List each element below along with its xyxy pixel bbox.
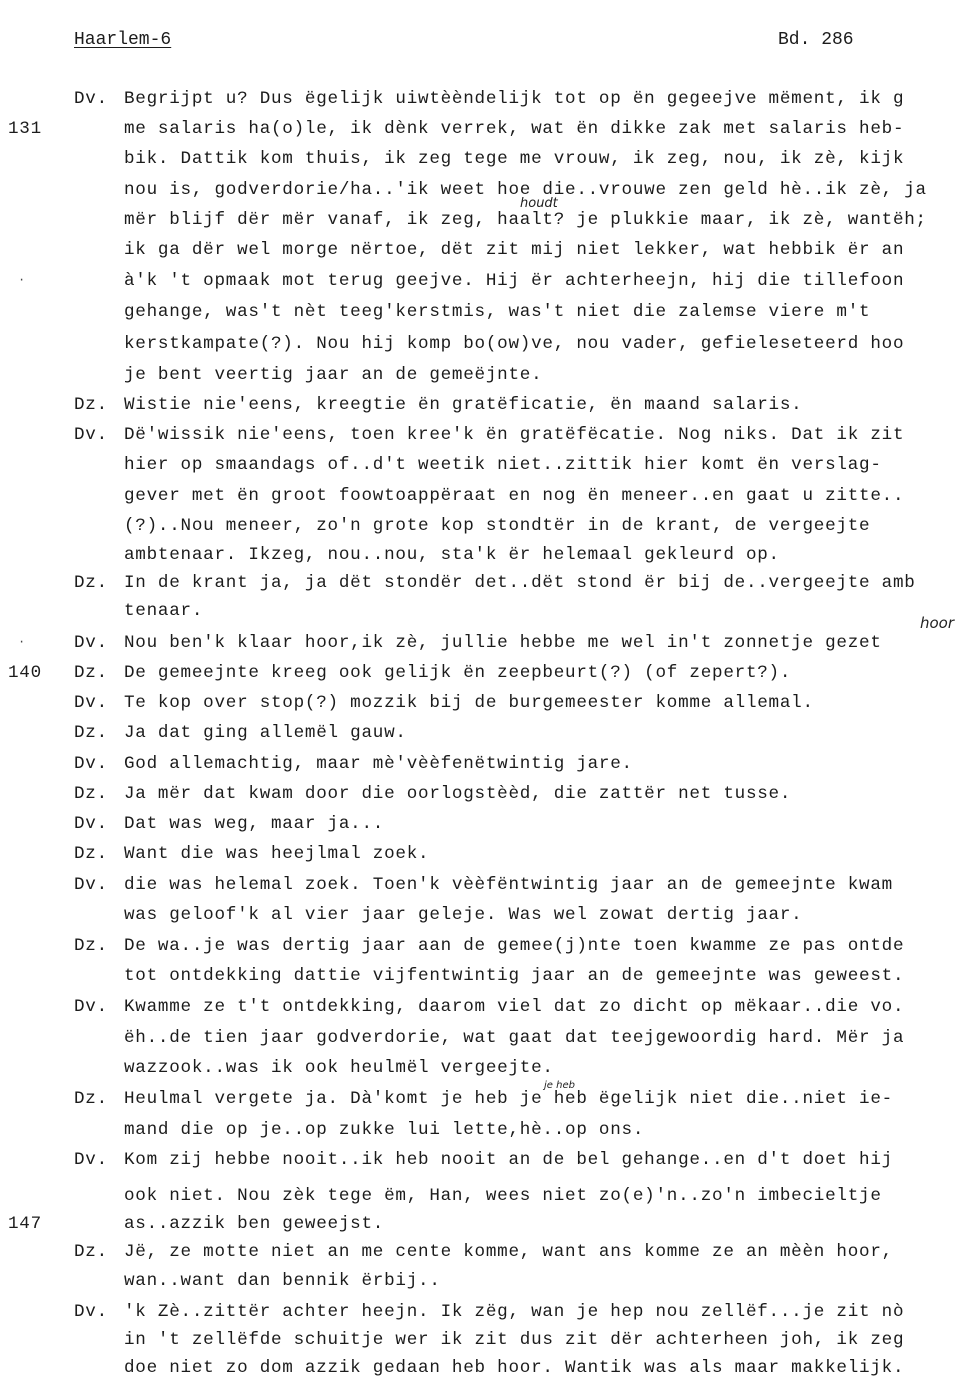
line-text: wan..want dan bennik ërbij.. <box>124 1271 441 1291</box>
line-number: 131 <box>8 119 42 139</box>
speaker-label: Dz. <box>74 663 108 683</box>
transcript-line <box>0 936 973 966</box>
line-text: In de krant ja, ja dët stondër det..dët stond ër bij de..vergeejte amb <box>124 573 916 593</box>
line-text: hier op smaandags of..d't weetik niet..zittik hier komt ën verslag- <box>124 455 882 475</box>
transcript-line <box>0 1089 973 1119</box>
speaker-label: Dz. <box>74 844 108 864</box>
line-text: Dë'wissik nie'eens, toen kree'k ën gratëfëcatie. Nog niks. Dat ik zit <box>124 425 905 445</box>
transcript-line <box>0 365 973 395</box>
transcript-line <box>0 149 973 179</box>
speaker-label: Dv. <box>74 693 108 713</box>
speaker-label: Dz. <box>74 573 108 593</box>
line-text: Jë, ze motte niet an me cente komme, want ans komme ze an mèèn hoor, <box>124 1242 893 1262</box>
line-text: in 't zellëfde schuitje wer ik zit dus zit dër achterheen joh, ik zeg <box>124 1330 905 1350</box>
line-text: Ja mër dat kwam door die oorlogstèèd, die zattër net tusse. <box>124 784 792 804</box>
transcript-line <box>0 723 973 753</box>
line-text: je bent veertig jaar an de gemeëjnte. <box>124 365 543 385</box>
line-text: bik. Dattik kom thuis, ik zeg tege me vrouw, ik zeg, nou, ik zè, kijk <box>124 149 905 169</box>
transcript-line <box>0 1028 973 1058</box>
document-title: Haarlem-6 <box>74 30 172 50</box>
transcript-line <box>0 89 973 119</box>
line-text: à'k 't opmaak mot terug geejve. Hij ër achterheejn, hij die tillefoon <box>124 271 905 291</box>
line-text: ëh..de tien jaar godverdorie, wat gaat dat teejgewoordig hard. Mër ja <box>124 1028 905 1048</box>
speaker-label: Dv. <box>74 1302 108 1322</box>
transcript-line <box>0 814 973 844</box>
transcript-line <box>0 1302 973 1332</box>
transcript-line <box>0 754 973 784</box>
speaker-label: Dv. <box>74 425 108 445</box>
line-text: tenaar. <box>124 601 204 621</box>
line-number: 147 <box>8 1214 42 1234</box>
line-text: gehange, was't nèt teeg'kerstmis, was't niet die zalemse viere m't <box>124 302 871 322</box>
handwritten-annotation: je heb <box>544 1080 575 1091</box>
line-text: ik ga dër wel morge nërtoe, dët zit mij niet lekker, wat hebbik ër an <box>124 240 905 260</box>
line-text: De wa..je was dertig jaar aan de gemee(j)nte toen kwamme ze pas ontde <box>124 936 905 956</box>
line-text: mand die op je..op zukke lui lette,hè..op ons. <box>124 1120 645 1140</box>
handwritten-annotation: hoor <box>920 614 955 632</box>
transcript-line <box>0 1150 973 1180</box>
line-text: God allemachtig, maar mè'vèèfenëtwintig jare. <box>124 754 633 774</box>
margin-mark: · <box>18 635 26 649</box>
line-text: Wistie nie'eens, kreegtie ën gratëficatie, ën maand salaris. <box>124 395 803 415</box>
transcript-line <box>0 1242 973 1272</box>
transcript-line <box>0 1330 973 1360</box>
transcript-line <box>0 1120 973 1150</box>
transcript-line <box>0 119 973 149</box>
transcript-line <box>0 271 973 301</box>
line-text: Want die was heejlmal zoek. <box>124 844 430 864</box>
transcript-line <box>0 573 973 603</box>
speaker-label: Dz. <box>74 936 108 956</box>
page-reference: Bd. 286 <box>778 30 854 50</box>
line-text: Ja dat ging allemël gauw. <box>124 723 407 743</box>
line-text: De gemeejnte kreeg ook gelijk ën zeepbeurt(?) (of zepert?). <box>124 663 792 683</box>
transcript-line <box>0 302 973 332</box>
transcript-line <box>0 663 973 693</box>
line-text: as..azzik ben geweejst. <box>124 1214 385 1234</box>
transcript-line <box>0 997 973 1027</box>
margin-mark: · <box>18 273 26 287</box>
speaker-label: Dz. <box>74 723 108 743</box>
speaker-label: Dv. <box>74 754 108 774</box>
line-text: Te kop over stop(?) mozzik bij de burgemeester komme allemal. <box>124 693 814 713</box>
transcript-line <box>0 784 973 814</box>
transcript-line <box>0 1186 973 1216</box>
speaker-label: Dv. <box>74 814 108 834</box>
speaker-label: Dz. <box>74 1089 108 1109</box>
transcript-line <box>0 875 973 905</box>
line-text: ambtenaar. Ikzeg, nou..nou, sta'k ër helemaal gekleurd op. <box>124 545 780 565</box>
speaker-label: Dz. <box>74 1242 108 1262</box>
transcript-line <box>0 633 973 663</box>
transcript-line <box>0 455 973 485</box>
speaker-label: Dz. <box>74 395 108 415</box>
line-text: Kwamme ze t't ontdekking, daarom viel dat zo dicht op mëkaar..die vo. <box>124 997 905 1017</box>
speaker-label: Dv. <box>74 997 108 1017</box>
transcript-line <box>0 210 973 240</box>
transcript-line <box>0 601 973 631</box>
handwritten-annotation: houdt <box>520 196 558 211</box>
transcript-line <box>0 844 973 874</box>
line-text: tot ontdekking dattie vijfentwintig jaar an de gemeejnte was geweest. <box>124 966 905 986</box>
transcript-line <box>0 1358 973 1385</box>
transcript-line <box>0 516 973 546</box>
line-text: gever met ën groot foowtoappëraat en nog ën meneer..en gaat u zitte.. <box>124 486 905 506</box>
transcript-line <box>0 1214 973 1244</box>
speaker-label: Dz. <box>74 784 108 804</box>
line-number: 140 <box>8 663 42 683</box>
line-text: was geloof'k al vier jaar geleje. Was wel zowat dertig jaar. <box>124 905 803 925</box>
transcript-line <box>0 966 973 996</box>
transcript-line <box>0 1058 973 1088</box>
line-text: wazzook..was ik ook heulmël vergeejte. <box>124 1058 554 1078</box>
transcript-line <box>0 425 973 455</box>
line-text: die was helemal zoek. Toen'k vèèfëntwintig jaar an de gemeejnte kwam <box>124 875 893 895</box>
line-text: mër blijf dër mër vanaf, ik zeg, haalt? je plukkie maar, ik zè, wantëh; <box>124 210 927 230</box>
transcript-line <box>0 240 973 270</box>
transcript-line <box>0 905 973 935</box>
speaker-label: Dv. <box>74 633 108 653</box>
transcript-line <box>0 1271 973 1301</box>
line-text: Begrijpt u? Dus ëgelijk uiwtèèndelijk tot op ën gegeejve mëment, ik g <box>124 89 905 109</box>
line-text: (?)..Nou meneer, zo'n grote kop stondtër in de krant, de vergeejte <box>124 516 871 536</box>
transcript-line <box>0 180 973 210</box>
speaker-label: Dv. <box>74 89 108 109</box>
transcript-line <box>0 334 973 364</box>
line-text: Heulmal vergete ja. Dà'komt je heb je heb ëgelijk niet die..niet ie- <box>124 1089 893 1109</box>
transcript-line <box>0 693 973 723</box>
line-text: kerstkampate(?). Nou hij komp bo(ow)ve, nou vader, gefieleseteerd hoo <box>124 334 905 354</box>
speaker-label: Dv. <box>74 1150 108 1170</box>
line-text: Dat was weg, maar ja... <box>124 814 385 834</box>
line-text: doe niet zo dom azzik gedaan heb hoor. Wantik was als maar makkelijk. <box>124 1358 905 1378</box>
transcript-line <box>0 486 973 516</box>
line-text: Kom zij hebbe nooit..ik heb nooit an de bel gehange..en d't doet hij <box>124 1150 893 1170</box>
transcript-line <box>0 395 973 425</box>
speaker-label: Dv. <box>74 875 108 895</box>
line-text: 'k Zè..zittër achter heejn. Ik zëg, wan je hep nou zellëf...je zit nò <box>124 1302 905 1322</box>
line-text: nou is, godverdorie/ha..'ik weet hoe die..vrouwe zen geld hè..ik zè, ja <box>124 180 927 200</box>
transcript-line <box>0 545 973 575</box>
line-text: Nou ben'k klaar hoor,ik zè, jullie hebbe me wel in't zonnetje gezet <box>124 633 882 653</box>
line-text: ook niet. Nou zèk tege ëm, Han, wees niet zo(e)'n..zo'n imbecieltje <box>124 1186 882 1206</box>
line-text: me salaris ha(o)le, ik dènk verrek, wat ën dikke zak met salaris heb- <box>124 119 905 139</box>
